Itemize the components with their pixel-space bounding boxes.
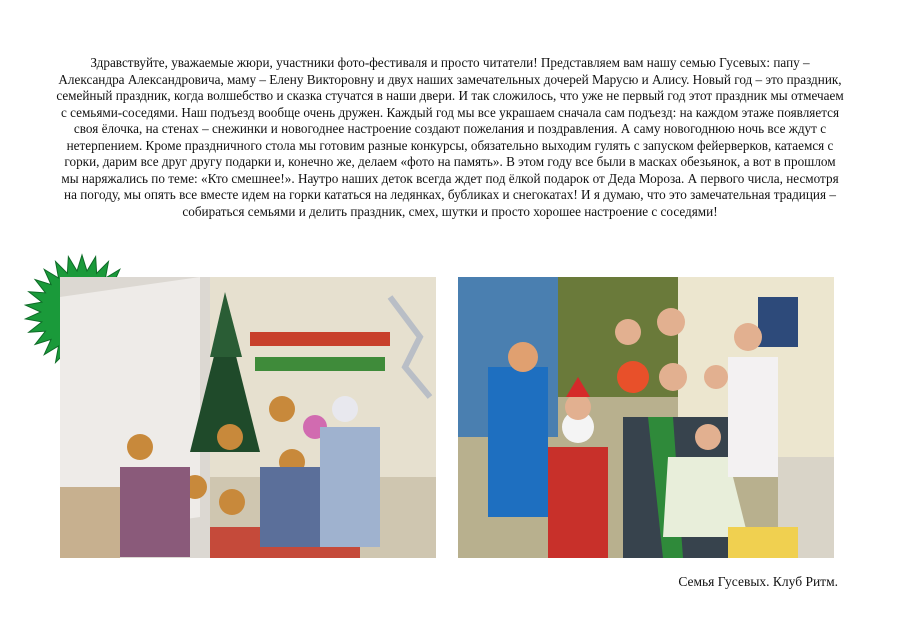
intro-text: Здравствуйте, уважаемые жюри, участники фото-фестиваля и просто читатели! Представляем вам нашу семью Гусевых: папу – Александра Александровича, маму – Елену Викторовну и двух наших замечательных дочерей Марусю и Алису. Новый год – это праздник, семейный праздник, когда волшебство и сказка стучатся в наши двери. И так сложилось, что уже не первый год этот праздник мы отмечаем с семьями-соседями. Наш подъезд вообще очень дружен. Каждый год мы все украшаем сначала сам подъезд: на каждом этаже появляется своя ёлочка, на стенах – снежинки и новогоднее настроение создают пожелания и поздравления. А саму новогоднюю ночь все ждут с нетерпением. Кроме праздничного стола мы готовим разные конкурсы, обязательно выходим гулять с запуском фейерверков, катаемся с горки, дарим все друг другу подарки и, конечно же, делаем «фото на память». В этом году все были в масках обезьянок, а вот в прошлом мы наряжались по теме: «Кто смешнее!». Наутро наших деток всегда ждет под ёлкой подарок от Деда Мороза. А первого числа, несмотря на погоду, мы опять все вместе идем на горки кататься на ледянках, бубликах и снегокатах! И я думаю, что это замечательная традиция – собираться семьями и делить праздник, смех, шутки и просто хорошее настроение с соседями!: [56, 55, 844, 219]
family-photo-monkey-masks: [60, 277, 436, 558]
family-photo-costumes: [458, 277, 834, 558]
photo-caption: Семья Гусевых. Клуб Ритм.: [678, 574, 838, 589]
